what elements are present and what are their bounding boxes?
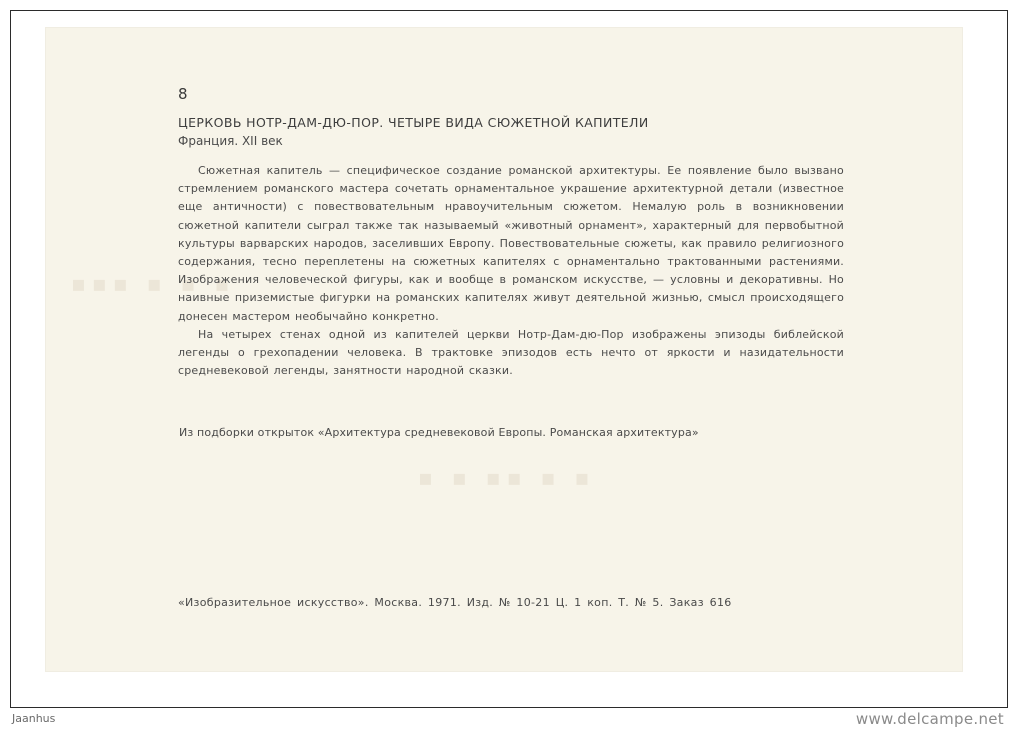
description-paragraph: На четырех стенах одной из капителей церкви Нотр-Дам-дю-Пор изображены эпизоды библейской легенды о грехопадении человека. В трактовке эпизодов есть нечто от яркости и назидательности средневековой легенды, занятности народной сказки.	[178, 327, 844, 378]
bleed-through-mark: ▪▪▪ ▪ ▪ ▪	[71, 272, 236, 297]
card-title: ЦЕРКОВЬ НОТР-ДАМ-ДЮ-ПОР. ЧЕТЫРЕ ВИДА СЮЖЕТНОЙ КАПИТЕЛИ	[178, 115, 649, 130]
bleed-through-mark: ▪ ▪ ▪▪ ▪ ▪	[418, 466, 596, 491]
postcard-back	[46, 28, 962, 671]
description-paragraph: Сюжетная капитель — специфическое создание романской архитектуры. Ее появление было вызвано стремлением романского мастера сочетать орнаментальное украшение архитектурной детали (известное еще античности) с повествовательным нравоучительным сюжетом. Немалую роль в возникновении сюжетной капители сыграл также так называемый «животный орнамент», характерный для первобытной культуры варварских народов, заселивших Европу. Повествовательные сюжеты, как правило религиозного содержания, тесно переплетены на сюжетных капителях с орнаментально трактованными растениями. Изображения человеческой фигуры, как и вообще в романском искусстве, — условны и декоративны. Но наивные приземистые фигурки на романских капителях живут деятельной жизнью, смысл происходящего донесен мастером необычайно конкретно.	[178, 164, 844, 323]
card-subtitle: Франция. XII век	[178, 134, 283, 148]
card-number: 8	[178, 85, 188, 103]
series-source: Из подборки открыток «Архитектура средневековой Европы. Романская архитектура»	[179, 426, 699, 439]
seller-name: Jaanhus	[12, 712, 56, 725]
site-watermark: www.delcampe.net	[855, 710, 1004, 728]
description	[178, 162, 844, 380]
publisher-imprint: «Изобразительное искусство». Москва. 1971. Изд. № 10-21 Ц. 1 коп. Т. № 5. Заказ 616	[178, 596, 732, 609]
